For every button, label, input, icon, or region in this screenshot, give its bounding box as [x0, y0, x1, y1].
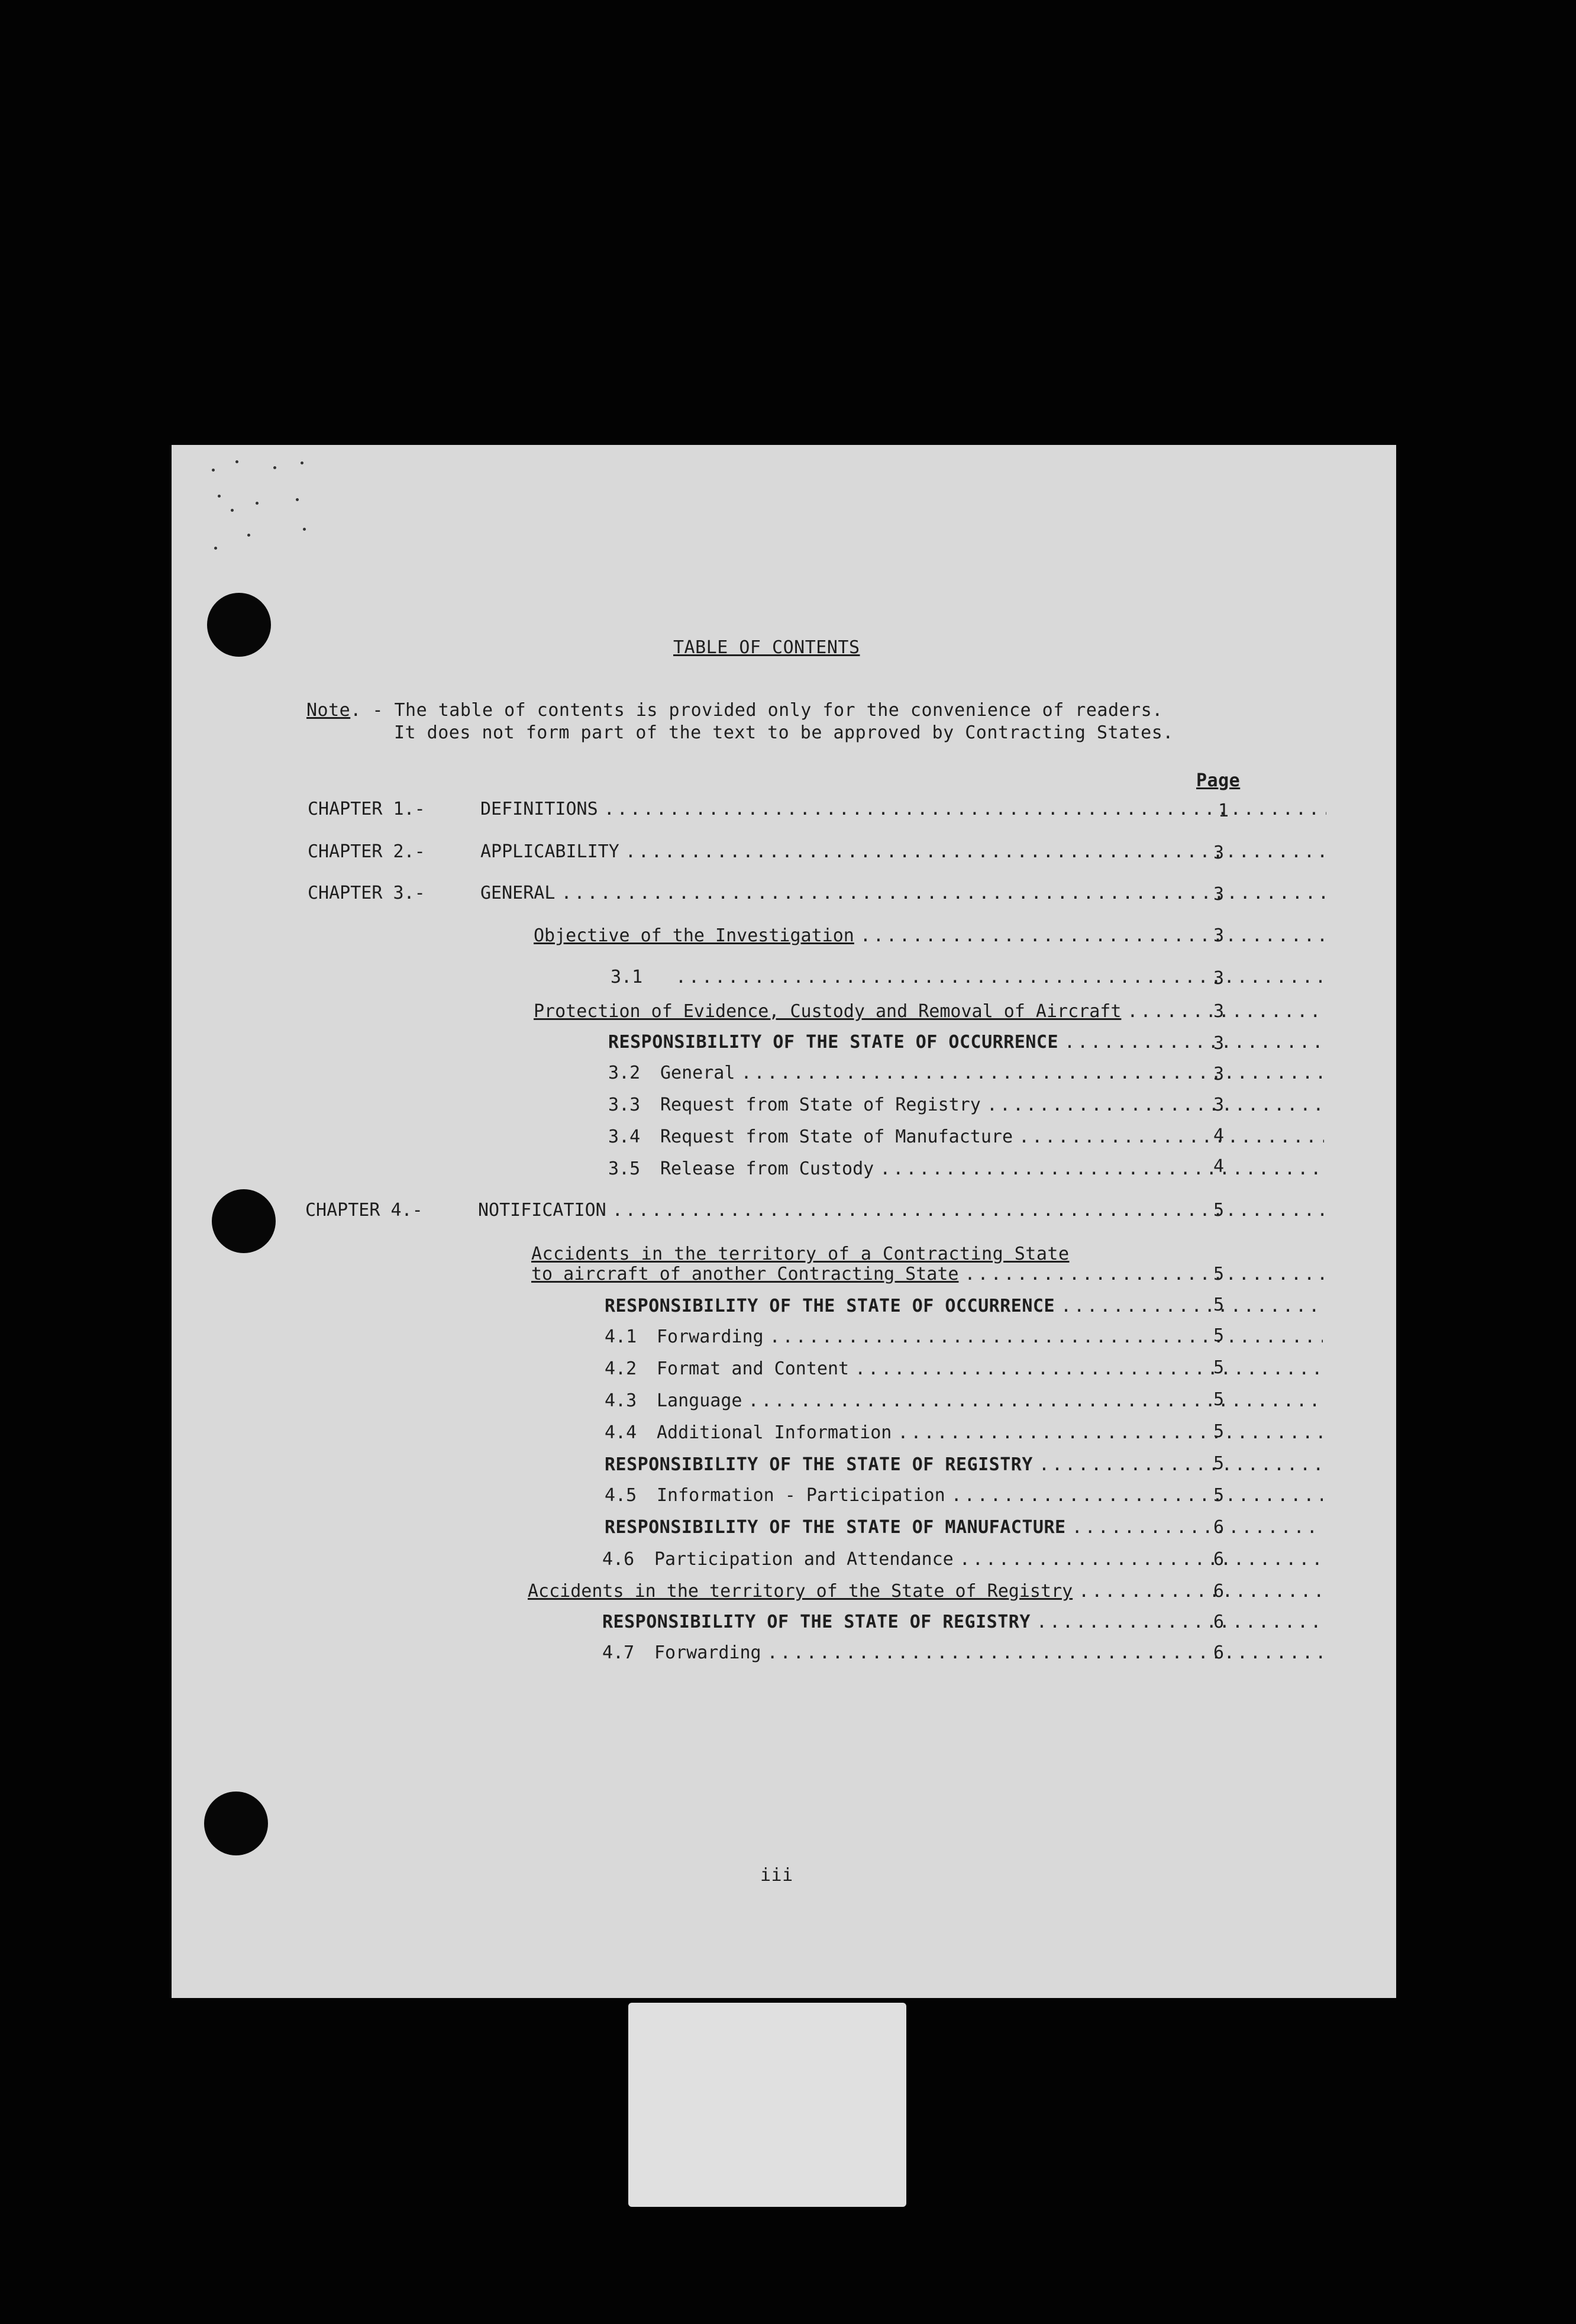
toc-entry: [480, 883, 1326, 904]
toc-entry-page: 4: [1213, 1125, 1225, 1146]
toc-entry: [478, 1200, 1324, 1221]
toc-entry-num: 4.2: [605, 1358, 637, 1379]
note-line-1: . - The table of contents is provided only for the convenience of readers.: [350, 700, 1163, 721]
toc-entry-page: 3: [1213, 968, 1225, 989]
toc-entry-label: Language: [657, 1390, 742, 1411]
toc-entry-page: 3: [1213, 1095, 1225, 1115]
toc-entry-page: 5: [1213, 1357, 1225, 1378]
toc-entry-label: Objective of the Investigation: [534, 925, 854, 946]
leader-dots: [897, 1422, 1323, 1444]
speck: [231, 509, 234, 512]
punch-hole: [212, 1189, 276, 1253]
toc-entry-num: 3.4: [608, 1127, 641, 1147]
toc-entry-label: Request from State of Registry: [660, 1095, 981, 1115]
toc-entry-label: Release from Custody: [660, 1158, 874, 1179]
chapter-3-label: CHAPTER 3.-: [308, 883, 425, 903]
punch-hole: [207, 593, 271, 657]
toc-entry-num: 4.6: [602, 1549, 635, 1570]
speck: [247, 534, 250, 537]
toc-entry-label: RESPONSIBILITY OF THE STATE OF REGISTRY: [605, 1454, 1033, 1475]
toc-entry-page: 6: [1213, 1549, 1225, 1570]
toc-entry-label: Request from State of Manufacture: [660, 1127, 1013, 1147]
toc-entry-page: 3: [1213, 1001, 1225, 1022]
toc-entry-num: 4.5: [605, 1485, 637, 1506]
speck: [212, 469, 215, 472]
toc-entry-label: DEFINITIONS: [480, 799, 598, 819]
toc-entry-label: RESPONSIBILITY OF THE STATE OF REGISTRY: [602, 1612, 1031, 1632]
toc-entry-label: GENERAL: [480, 883, 556, 903]
toc-entry-num: 4.4: [605, 1422, 637, 1443]
toc-entry-label: RESPONSIBILITY OF THE STATE OF OCCURRENCE: [605, 1296, 1055, 1316]
toc-entry-label: General: [660, 1063, 735, 1083]
toc-entry-page: 3: [1213, 843, 1225, 863]
note-label: Note: [306, 700, 351, 721]
toc-entry-label: RESPONSIBILITY OF THE STATE OF MANUFACTURE: [605, 1517, 1066, 1538]
toc-entry-page: 5: [1213, 1485, 1225, 1506]
toc-entry: [480, 841, 1326, 863]
speck: [218, 495, 221, 498]
toc-entry-label: Accidents in the territory of the State of Registry: [528, 1581, 1073, 1602]
toc-entry-label: Participation and Attendance: [654, 1549, 954, 1570]
leader-dots: [1078, 1581, 1323, 1602]
leader-dots: [1036, 1612, 1323, 1633]
toc-entry-num: 3.5: [608, 1158, 641, 1179]
leader-dots: [741, 1063, 1324, 1084]
leader-dots: [748, 1390, 1323, 1412]
note-line-2: It does not form part of the text to be approved by Contracting States.: [394, 722, 1174, 743]
toc-entry-page: 3: [1213, 1064, 1225, 1084]
leader-dots: [1039, 1454, 1323, 1476]
toc-entry-label: Forwarding: [654, 1642, 761, 1663]
toc-entry-num: 4.7: [602, 1642, 635, 1663]
toc-entry-page: 6: [1213, 1517, 1225, 1538]
speck: [256, 502, 259, 505]
leader-dots: [855, 1358, 1323, 1380]
toc-entry-page: 4: [1213, 1156, 1225, 1177]
leader-dots: [960, 1549, 1323, 1570]
leader-dots: [860, 925, 1326, 947]
toc-entry-page: 5: [1213, 1389, 1225, 1410]
speck: [296, 498, 299, 501]
toc-entry-page: 5: [1213, 1295, 1225, 1315]
leader-dots: [767, 1642, 1323, 1664]
toc-entry-num: 4.1: [605, 1326, 637, 1347]
toc-entry-page: 6: [1213, 1612, 1225, 1632]
toc-entry: [480, 799, 1326, 820]
toc-entry-page: 3: [1213, 1033, 1225, 1054]
leader-dots: [1061, 1296, 1323, 1317]
toc-entry-num: 3.1: [611, 967, 643, 987]
leader-dots: [1064, 1032, 1324, 1053]
note: [306, 699, 1174, 744]
speck: [273, 466, 276, 469]
toc-entry-page: 1: [1217, 801, 1229, 821]
punch-hole: [204, 1792, 268, 1855]
toc-entry-page: 5: [1213, 1453, 1225, 1474]
toc-entry-page: 6: [1213, 1642, 1225, 1663]
toc-entry-label: NOTIFICATION: [478, 1200, 606, 1221]
toc-entry-label: APPLICABILITY: [480, 841, 619, 862]
leader-dots: [1019, 1127, 1324, 1148]
toc-entry-num: 3.3: [608, 1095, 641, 1115]
blank-card: [628, 2003, 906, 2207]
page-folio: iii: [760, 1865, 793, 1886]
speck: [235, 460, 238, 463]
toc-entry-page: 3: [1213, 925, 1225, 946]
leader-dots: [951, 1485, 1323, 1506]
toc-entry-page: 5: [1213, 1325, 1225, 1346]
toc-entry-page: 3: [1213, 884, 1225, 905]
toc-title: TABLE OF CONTENTS: [673, 637, 860, 658]
leader-dots: [987, 1095, 1324, 1116]
toc-entry-label: RESPONSIBILITY OF THE STATE OF OCCURRENCE: [608, 1032, 1059, 1053]
toc-entry-num: 4.3: [605, 1390, 637, 1411]
speck: [303, 528, 306, 531]
toc-entry-label: Forwarding: [657, 1326, 764, 1347]
document-page: [172, 445, 1396, 1998]
toc-entry-label: Additional Information: [657, 1422, 892, 1443]
toc-entry-page: 5: [1213, 1200, 1225, 1221]
leader-dots: [964, 1264, 1324, 1285]
toc-entry-label-line-1: Accidents in the territory of a Contracting State: [531, 1244, 1070, 1264]
leader-dots: [880, 1158, 1324, 1180]
toc-entry-page: 6: [1213, 1581, 1225, 1602]
chapter-1-label: CHAPTER 1.-: [308, 799, 425, 819]
toc-entry-page: 5: [1213, 1264, 1225, 1284]
toc-entry-label: Protection of Evidence, Custody and Removal of Aircraft: [534, 1001, 1122, 1022]
toc-entry-label: to aircraft of another Contracting State: [531, 1264, 959, 1284]
speck: [301, 461, 303, 464]
leader-dots: [770, 1326, 1323, 1348]
chapter-4-label: CHAPTER 4.-: [305, 1200, 423, 1221]
toc-entry-label: Information - Participation: [657, 1485, 945, 1506]
toc-entry-num: 3.2: [608, 1063, 641, 1083]
chapter-2-label: CHAPTER 2.-: [308, 841, 425, 862]
leader-dots: [1072, 1517, 1323, 1538]
page-column-header: Page: [1196, 770, 1241, 791]
toc-entry-label: Format and Content: [657, 1358, 850, 1379]
toc-entry: [531, 1264, 1324, 1285]
speck: [214, 547, 217, 550]
toc-entry: [528, 1581, 1323, 1602]
toc-entry-page: 5: [1213, 1421, 1225, 1442]
